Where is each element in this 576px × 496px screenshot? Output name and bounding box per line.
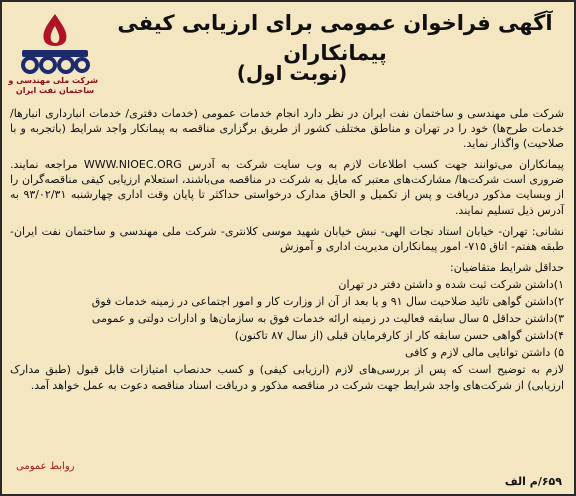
company-logo	[8, 10, 98, 96]
public-relations-signature: روابط عمومی	[16, 461, 75, 472]
logo-caption-line2: ساختمان نفت ایران	[15, 86, 95, 95]
closing-paragraph: لازم به توضیح است که پس از بررسی‌های لازم (ارزیابی کیفی) و کسب حدنصاب امتیازات قابل قبول (طبق مدارک ارزیابی) از شرکت‌های واجد شرایط جهت شرکت در مناقصه مذکور و دریافت اسناد مناقصه دعوت به عمل خواهد آمد.	[10, 363, 564, 392]
address-paragraph: نشانی: تهران- خیابان استاد نجات الهی- نبش خیابان شهید موسی کلانتری- شرکت ملی مهندسی و ساختمان نفت ایران- طبقه هفتم- اتاق ۷۱۵- امور پیمانکاران مدیریت اداری و آموزش	[10, 224, 564, 253]
ad-body	[10, 106, 564, 395]
logo-caption-line1: شرکت ملی مهندسی و	[8, 76, 98, 85]
website-paragraph	[10, 157, 564, 217]
intro-paragraph: شرکت ملی مهندسی و ساختمان نفت ایران در نظر دارد انجام خدمات عمومی (خدمات دفتری/ خدمات انبارداری انبارها/ خدمات طرح‌ها) خود را در تهران و مناطق مختلف کشور از طریق برگزاری مناقصه به پیمانکار واجد شرایط (باتجربه و با صلاحیت) واگذار نماید.	[10, 107, 564, 151]
condition-item: ۵) داشتن توانایی مالی لازم و کافی	[405, 346, 564, 360]
condition-item: ۲)داشتن گواهی تائید صلاحیت سال ۹۱ و یا بعد از آن از وزارت کار و امور اجتماعی در زمینه خدمات فوق	[91, 295, 564, 309]
website-url: WWW.NIOEC.ORG	[83, 158, 182, 172]
condition-item: ۱)داشتن شرکت ثبت شده و داشتن دفتر در تهران	[338, 277, 564, 291]
ad-title: آگهی فراخوان عمومی برای ارزیابی کیفی پیمانکاران	[117, 11, 553, 65]
conditions-heading: حداقل شرایط متقاضیان:	[450, 260, 564, 274]
website-text-after: مراجعه نمایند. ضروری است شرکت‌ها/ مشارکت‌های معتبر که مایل به شرکت در مناقصه می‌باشند، استعلام ارزیابی کیفی مناقصه‌گران را از وبسایت مذکور دریافت و پس از تکمیل و الحاق مدارک درخواستی حداکثر تا پایان وقت اداری چهارشنبه ۹۳/۰۲/۳۱ به آدرس ذیل تسلیم نمایند.	[10, 158, 564, 217]
condition-item: ۳)داشتن حداقل ۵ سال سابقه فعالیت در زمینه ارائه خدمات فوق به سازمان‌ها و ادارات دولتی و عمومی	[91, 312, 564, 326]
oil-company-emblem-icon	[16, 10, 94, 76]
ad-reference-number: ۶۵۹/م الف	[504, 475, 562, 488]
ad-subtitle: (نوبت اول)	[236, 61, 348, 85]
condition-item: ۴)داشتن گواهی حسن سابقه کار از کارفرمایان قبلی (از سال ۸۷ تاکنون)	[234, 329, 564, 343]
website-text-before: پیمانکاران می‌توانند جهت کسب اطلاعات لازم به وب سایت شرکت به آدرس	[188, 158, 564, 172]
